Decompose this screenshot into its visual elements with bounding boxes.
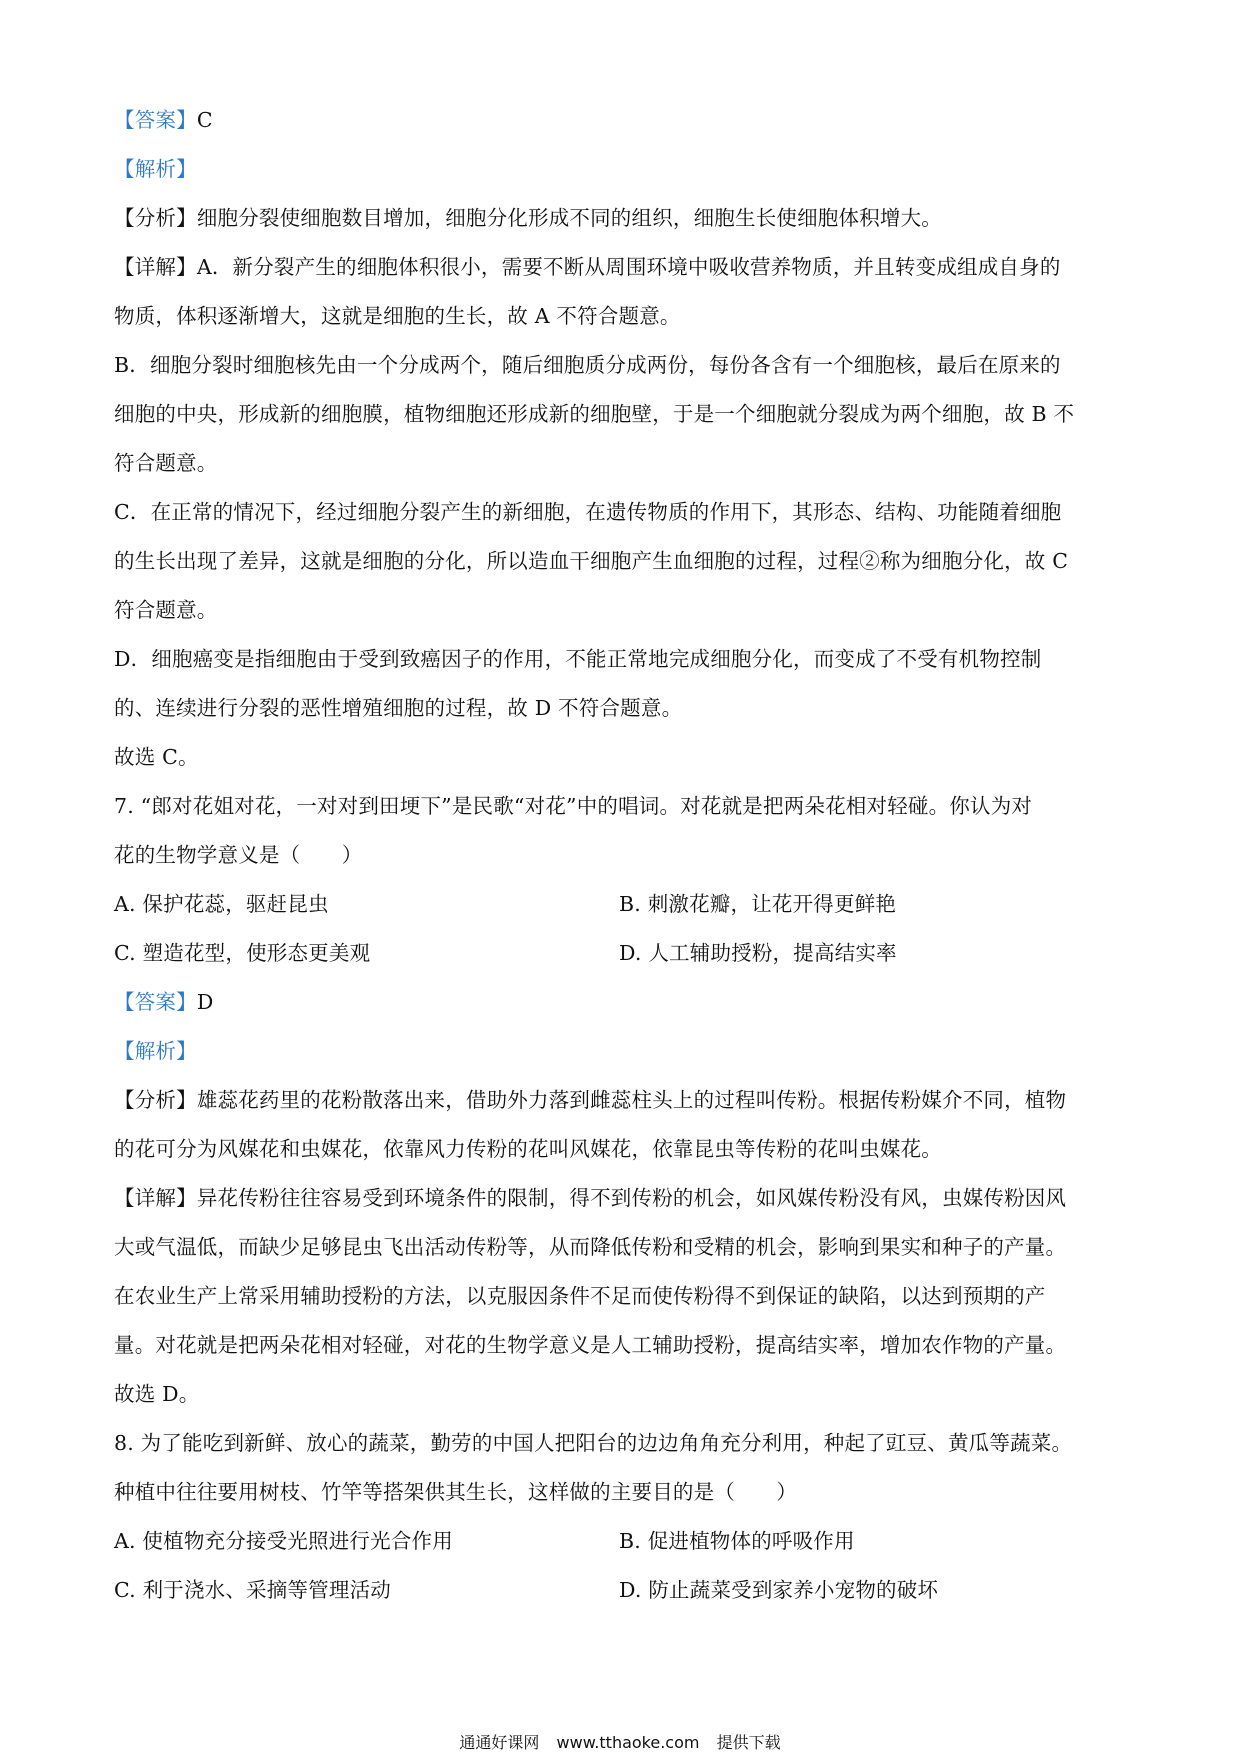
q8-stem-line: 种植中往往要用树枝、竹竿等搭架供其生长，这样做的主要目的是（ ） [114, 1480, 798, 1504]
q7-option-c: C. 塑造花型，使形态更美观 [114, 941, 371, 965]
xiangjie-tag: 【详解】 [114, 255, 197, 279]
q6-detail-line: 符合题意。 [114, 451, 218, 475]
q8-option-d: D. 防止蔬菜受到家养小宠物的破坏 [619, 1578, 939, 1602]
answer-value: D [196, 990, 214, 1014]
q6-detail-line: 符合题意。 [114, 598, 218, 622]
document-page [114, 96, 1128, 1615]
q6-detail-line [114, 243, 1128, 292]
q7-stem-line: 花的生物学意义是（ ） [114, 843, 363, 867]
q7-options-row [114, 929, 1128, 978]
q6-detail-line: 的生长出现了差异，这就是细胞的分化，所以造血干细胞产生血细胞的过程，过程②称为细胞分化，故 C [114, 549, 1069, 573]
q7-detail-line [114, 1174, 1128, 1223]
q6-conclusion: 故选 C。 [114, 745, 199, 769]
q7-detail-line: 量。对花就是把两朵花相对轻碰，对花的生物学意义是人工辅助授粉，提高结实率，增加农作物的产量。 [114, 1333, 1067, 1357]
q7-analysis-line [114, 1027, 1128, 1076]
q8-options-row [114, 1517, 1128, 1566]
q7-stem-line: 7. “郎对花姐对花，一对对到田埂下”是民歌“对花”中的唱词。对花就是把两朵花相对轻碰。你认为对 [114, 794, 1033, 818]
analysis-tag: 【解析】 [114, 1039, 197, 1063]
footer-url[interactable]: www.tthaoke.com [556, 1733, 700, 1752]
q7-detail-line: 在农业生产上常采用辅助授粉的方法，以克服因条件不足而使传粉得不到保证的缺陷，以达到预期的产 [114, 1284, 1046, 1308]
q7-option-d: D. 人工辅助授粉，提高结实率 [619, 941, 897, 965]
fenxi-tag: 【分析】 [114, 1088, 197, 1112]
q6-answer-line [114, 96, 1128, 145]
q7-detail-line: 大或气温低，而缺少足够昆虫飞出活动传粉等，从而降低传粉和受精的机会，影响到果实和种子的产量。 [114, 1235, 1067, 1259]
q7-options-row [114, 880, 1128, 929]
q6-analysis-line [114, 145, 1128, 194]
q7-option-a: A. 保护花蕊，驱赶昆虫 [114, 892, 329, 916]
q8-option-a: A. 使植物充分接受光照进行光合作用 [114, 1529, 453, 1553]
q7-answer-line [114, 978, 1128, 1027]
xiangjie-tag: 【详解】 [114, 1186, 197, 1210]
q8-options-row [114, 1566, 1128, 1615]
footer-suffix: 提供下载 [716, 1733, 781, 1752]
q6-detail-line: 物质，体积逐渐增大，这就是细胞的生长，故 A 不符合题意。 [114, 304, 681, 328]
fenxi-tag: 【分析】 [114, 206, 197, 230]
q7-conclusion: 故选 D。 [114, 1382, 200, 1406]
q6-detail-line: D．细胞癌变是指细胞由于受到致癌因子的作用，不能正常地完成细胞分化，而变成了不受有机物控制 [114, 647, 1042, 671]
q8-option-c: C. 利于浇水、采摘等管理活动 [114, 1578, 391, 1602]
q6-detail-line: 的、连续进行分裂的恶性增殖细胞的过程，故 D 不符合题意。 [114, 696, 683, 720]
q7-option-b: B. 刺激花瓣，让花开得更鲜艳 [619, 892, 897, 916]
q7-fenxi-line [114, 1076, 1128, 1125]
q8-stem-line: 8. 为了能吃到新鲜、放心的蔬菜，勤劳的中国人把阳台的边边角角充分利用，种起了豇豆、黄瓜等蔬菜。 [114, 1431, 1073, 1455]
answer-tag: 【答案】 [114, 108, 197, 132]
fenxi-text: 雄蕊花药里的花粉散落出来，借助外力落到雌蕊柱头上的过程叫传粉。根据传粉媒介不同，植物 [196, 1088, 1067, 1112]
q8-option-b: B. 促进植物体的呼吸作用 [619, 1529, 855, 1553]
page-footer [0, 1730, 1240, 1753]
q6-detail-line: C．在正常的情况下，经过细胞分裂产生的新细胞，在遗传物质的作用下，其形态、结构、功能随着细胞 [114, 500, 1062, 524]
detail-text: 异花传粉往往容易受到环境条件的限制，得不到传粉的机会，如风媒传粉没有风，虫媒传粉因风 [196, 1186, 1067, 1210]
footer-site-name: 通通好课网 [459, 1733, 540, 1752]
q6-detail-line: 细胞的中央，形成新的细胞膜，植物细胞还形成新的细胞壁，于是一个细胞就分裂成为两个细胞，故 B 不 [114, 402, 1075, 426]
fenxi-text: 细胞分裂使细胞数目增加，细胞分化形成不同的组织，细胞生长使细胞体积增大。 [196, 206, 943, 230]
answer-tag: 【答案】 [114, 990, 197, 1014]
q7-fenxi-line: 的花可分为风媒花和虫媒花，依靠风力传粉的花叫风媒花，依靠昆虫等传粉的花叫虫媒花。 [114, 1137, 942, 1161]
q6-detail-line: B．细胞分裂时细胞核先由一个分成两个，随后细胞质分成两份，每份各含有一个细胞核，最后在原来的 [114, 353, 1061, 377]
answer-value: C [196, 108, 213, 132]
detail-text: A．新分裂产生的细胞体积很小，需要不断从周围环境中吸收营养物质，并且转变成组成自身的 [196, 255, 1061, 279]
q6-fenxi-line [114, 194, 1128, 243]
analysis-tag: 【解析】 [114, 157, 197, 181]
